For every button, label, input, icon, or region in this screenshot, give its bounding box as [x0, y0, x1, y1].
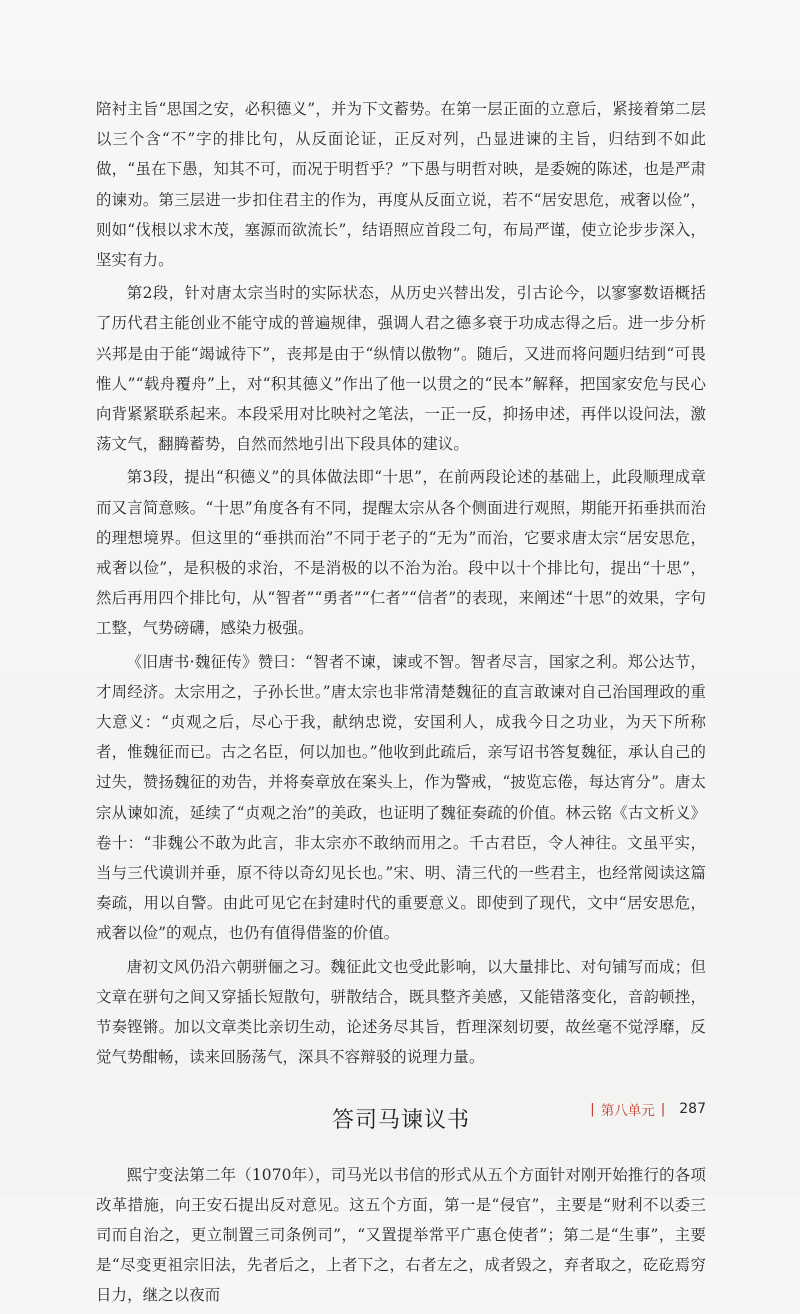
- unit-label: 第八单元: [600, 1103, 655, 1119]
- page-footer: [584, 1099, 706, 1119]
- section-title: 答司马谏议书: [331, 1107, 470, 1133]
- paragraph-section-3: 第3段，提出“积德义”的具体做法即“十思”，在前两段论述的基础上，此段顺理成章而又言简意赅。“十思”角度各有不同，提醒太宗从各个侧面进行观照，期能开拓垂拱而治的理想境界。但这里的“垂拱而治”不同于老子的“无为”而治，它要求唐太宗“居安思危，戒奢以俭”，是积极的求治，不是消极的以不治为治。段中以十个排比句，提出“十思”，然后再用四个排比句，从“智者”“勇者”“仁者”“信者”的表现，来阐述“十思”的效果，字句工整，气势磅礴，感染力极强。: [96, 468, 706, 638]
- page-content: [96, 94, 706, 1314]
- footer-divider-right: |: [660, 1101, 666, 1117]
- paragraph-historical-evaluation: 《旧唐书·魏征传》赞曰：“智者不谏，谏或不智。智者尽言，国家之利。郑公达节，才周经济。太宗用之，子孙长世。”唐太宗也非常清楚魏征的直言敢谏对自己治国理政的重大意义：“贞观之后，尽心于我，献纳忠谠，安国利人，成我今日之功业，为天下所称者，惟魏征而已。古之名臣，何以加也。”他收到此疏后，亲写诏书答复魏征，承认自己的过失，赞扬魏征的劝告，并将奏章放在案头上，作为警戒，“披览忘倦，每达宵分”。唐太宗从谏如流，延续了“贞观之治”的美政，也证明了魏征奏疏的价值。林云铭《古文析义》卷十：“非魏公不敢为此言，非太宗亦不敢纳而用之。千古君臣，令人神往。文虽平实，当与三代谟训并垂，原不待以奇幻见长也。”宋、明、清三代的一些君主，也经常阅读这篇奏疏，用以自警。由此可见它在封建时代的重要意义。即使到了现代，文中“居安思危，戒奢以俭”的观点，也仍有值得借鉴的价值。: [96, 652, 706, 943]
- paragraph-section-2: 第2段，针对唐太宗当时的实际状态，从历史兴替出发，引古论今，以寥寥数语概括了历代君主能创业不能守成的普遍规律，强调人君之德多衰于功成志得之后。进一步分析兴邦是由于能“竭诚待下”，丧邦是由于“纵情以傲物”。随后，又进而将问题归结到“可畏惟人”“载舟覆舟”上，对“积其德义”作出了他一以贯之的“民本”解释，把国家安危与民心向背紧紧联系起来。本段采用对比映衬之笔法，一正一反，抑扬申述，再伴以设问法，激荡文气，翻腾蓄势，自然而然地引出下段具体的建议。: [96, 284, 706, 454]
- paragraph-style-analysis: 唐初文风仍沿六朝骈俪之习。魏征此文也受此影响，以大量排比、对句铺写而成；但文章在骈句之间又穿插长短散句，骈散结合，既具整齐美感，又能错落变化，音韵顿挫，节奏铿锵。加以文章类比亲切生动，论述务尽其旨，哲理深刻切要，故丝毫不觉浮靡，反觉气势酣畅，读来回肠荡气，深具不容辩驳的说理力量。: [96, 957, 706, 1067]
- page-number: 287: [679, 1101, 706, 1117]
- footer-divider-left: |: [590, 1101, 595, 1117]
- paragraph-continuation: 陪衬主旨“思国之安，必积德义”，并为下文蓄势。在第一层正面的立意后，紧接着第二层以三个含“不”字的排比句，从反面论证，正反对列，凸显进谏的主旨，归结到不如此做，“虽在下愚，知其不可，而况于明哲乎？”下愚与明哲对映，是委婉的陈述，也是严肃的谏劝。第三层进一步扣住君主的作为，再度从反面立说，若不“居安思危，戒奢以俭”，则如“伐根以求木茂，塞源而欲流长”，结语照应首段二句，布局严谨，使立论步步深入，坚实有力。: [96, 100, 706, 270]
- section-intro-paragraph: 熙宁变法第二年（1070年），司马光以书信的形式从五个方面针对刚开始推行的各项改革措施，向王安石提出反对意见。这五个方面，第一是“侵官”，主要是“财利不以委三司而自治之，更立制置三司条例司”，“又置提举常平广惠仓使者”；第二是“生事”，主要是“尽变更祖宗旧法，先者后之，上者下之，右者左之，成者毁之，弃者取之，矻矻焉穷日力，继之以夜而: [96, 1165, 706, 1305]
